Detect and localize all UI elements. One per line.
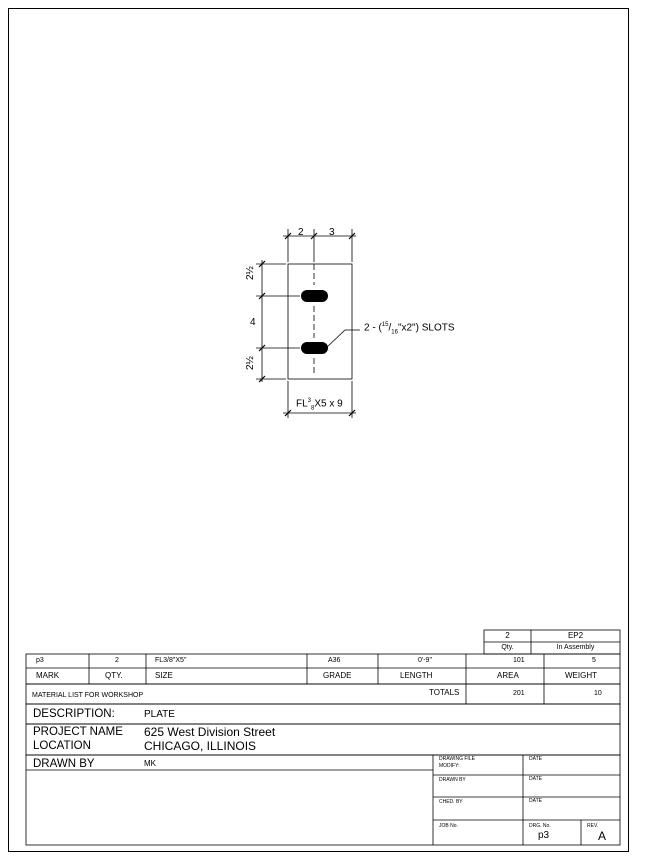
rev-value: A [598, 829, 607, 843]
dim-top-right: 3 [329, 227, 335, 238]
slot-upper [301, 290, 328, 302]
drawn-by-value: MK [144, 759, 156, 768]
description-label: DESCRIPTION: [33, 708, 115, 720]
header-mark: MARK [36, 671, 60, 680]
header-area: AREA [497, 671, 519, 680]
plate-outline [288, 264, 352, 379]
project-name-label: PROJECT NAME [33, 726, 123, 738]
slot-lower [301, 342, 328, 354]
drawing-file-label: DRAWING FILE [439, 756, 475, 762]
assembly-qty-value: 2 [505, 631, 510, 640]
job-no-label: JOB No. [439, 823, 458, 829]
slot-callout-denominator: 16 [391, 329, 398, 336]
drg-no-value: p3 [538, 830, 550, 841]
drg-no-label: DRG. No. [529, 823, 551, 829]
assembly-qty-label: Qty. [501, 644, 514, 651]
drawn-by-small-label: DRAWN BY [439, 777, 466, 783]
totals-weight: 10 [594, 690, 602, 697]
dim-left-top: 2½ [245, 266, 256, 280]
modify-label: MODIFY: [439, 763, 460, 769]
header-qty: QTY. [105, 671, 123, 680]
slot-callout-suffix: "x2") SLOTS [397, 322, 455, 334]
row-area: 101 [513, 657, 525, 664]
material-list-title: MATERIAL LIST FOR WORKSHOP [32, 692, 144, 699]
project-name-value: 625 West Division Street [144, 725, 276, 739]
header-grade: GRADE [323, 671, 352, 680]
plate-label [296, 398, 343, 411]
location-label: LOCATION [33, 740, 91, 752]
header-length: LENGTH [400, 671, 433, 680]
checked-by-label: CHED. BY [439, 799, 463, 805]
dim-left-bottom: 2½ [245, 356, 256, 370]
header-weight: WEIGHT [565, 671, 597, 680]
assembly-in-label: In Assembly [556, 644, 595, 651]
row-qty: 2 [115, 657, 119, 664]
date-label-1: DATE [529, 756, 542, 762]
totals-area: 201 [513, 690, 525, 697]
dim-left-middle: 4 [250, 317, 256, 328]
dim-top-left: 2 [298, 227, 304, 238]
rev-label: REV. [587, 823, 599, 829]
row-grade: A36 [328, 657, 341, 664]
totals-label: TOTALS [429, 688, 460, 697]
slot-callout-numerator: 15 [381, 322, 389, 328]
slot-callout-prefix: 2 - ( [364, 322, 382, 334]
location-value: CHICAGO, ILLINOIS [144, 739, 257, 753]
row-weight: 5 [592, 657, 596, 664]
plate-label-numerator: 3 [307, 398, 312, 404]
assembly-mark-value: EP2 [567, 631, 584, 640]
description-value: PLATE [144, 709, 175, 720]
plate-label-suffix: X5 x 9 [314, 398, 343, 410]
date-label-2: DATE [529, 776, 542, 782]
header-size: SIZE [155, 671, 173, 680]
drawn-by-label: DRAWN BY [33, 758, 95, 770]
row-length: 0'-9" [418, 657, 432, 664]
row-size: FL3/8"X5" [155, 657, 187, 664]
plate-label-prefix: FL [296, 398, 308, 410]
plate-label-denominator: 8 [311, 405, 315, 412]
row-mark: p3 [36, 657, 44, 664]
slot-callout: $2 - (^{15}/_{16}"x2")$ SLOTS [364, 322, 455, 336]
date-label-3: DATE [529, 798, 542, 804]
